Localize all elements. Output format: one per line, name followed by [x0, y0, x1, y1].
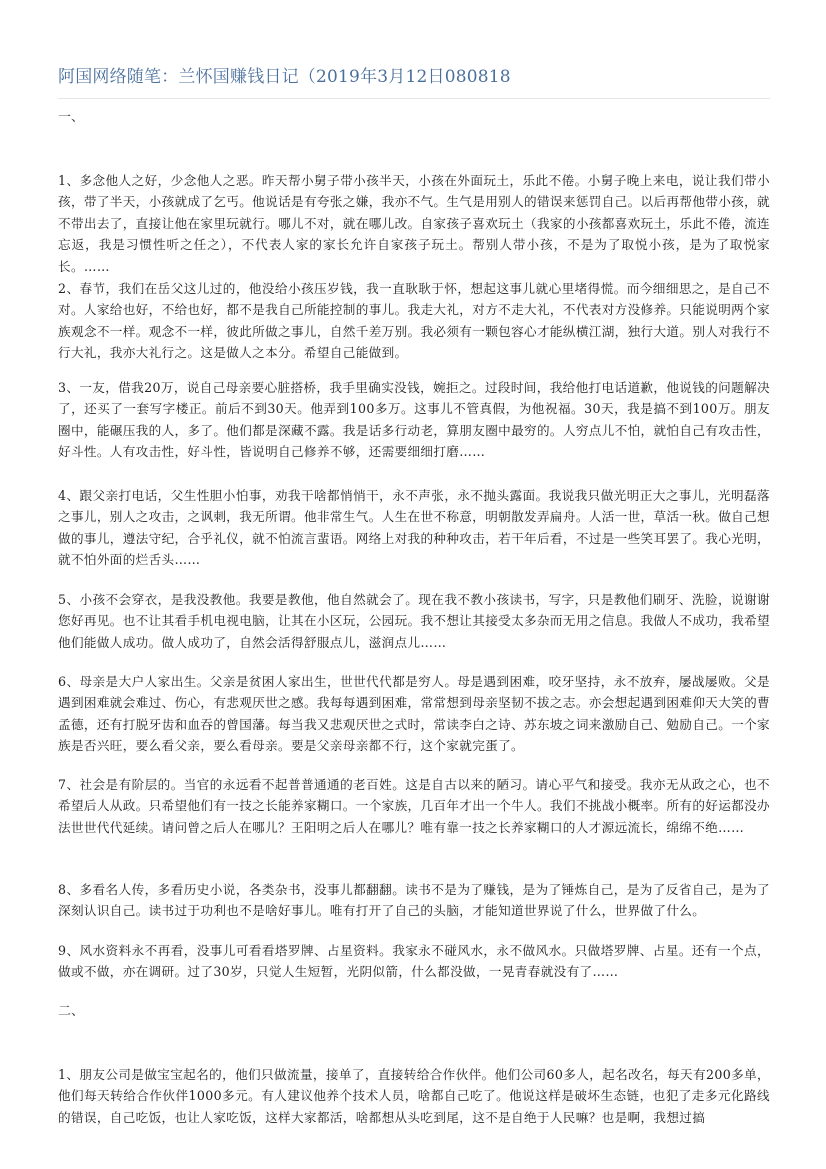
paragraph-4: 4、跟父亲打电话，父生性胆小怕事，劝我干啥都悄悄干，永不声张，永不抛头露面。我说我只做光明正大之事儿，光明磊落之事儿，别人之攻击，之讽刺，我无所谓。他非常生气。人生在世不称意，明朝散发弄扁舟。人活一世，草活一秋。做自己想做的事儿，遵法守纪，合乎礼仪，就不怕流言蜚语。网络上对我的种种攻击，若干年后看，不过是一些笑耳罢了。我心光明，就不怕外面的烂舌头……	[58, 488, 770, 568]
paragraph-2: 2、春节，我们在岳父这儿过的，他没给小孩压岁钱，我一直耿耿于怀，想起这事儿就心里堵得慌。而今细细思之，是自己不对。人家给也好，不给也好，都不是我自己所能控制的事儿。我走大礼，对方不走大礼，不代表对方没修养。只能说明两个家族观念不一样。观念不一样，彼此所做之事儿，自然千差万别。我必须有一颗包容心才能纵横江湖，独行大道。别人对我行不行大礼，我亦大礼行之。这是做人之本分。希望自己能做到。	[58, 281, 770, 361]
paragraph-6: 6、母亲是大户人家出生。父亲是贫困人家出生，世世代代都是穷人。母是遇到困难，咬牙坚持，永不放弃，屡战屡败。父是遇到困难就会难过、伤心，有悲观厌世之感。我每每遇到困难，常常想到母亲坚韧不拔之志。亦会想起遇到困难仰天大笑的曹孟德，还有打脱牙齿和血吞的曾国藩。每当我又悲观厌世之式时，常读李白之诗、苏东坡之词来激励自己、勉励自己。一个家族是否兴旺，要么看父亲，要么看母亲。要是父亲母亲都不行，这个家就完蛋了。	[58, 674, 770, 754]
section-heading-2: 二、	[58, 1004, 85, 1019]
paragraph-8: 8、多看名人传，多看历史小说，各类杂书，没事儿都翻翻。读书不是为了赚钱，是为了锤炼自己，是为了反省自己，是为了深刻认识自己。读书过于功利也不是啥好事儿。唯有打开了自己的头脑，才能知道世界说了什么，世界做了什么。	[58, 882, 770, 919]
paragraph-10: 1、朋友公司是做宝宝起名的，他们只做流量，接单了，直接转给合作伙伴。他们公司60多人，起名改名，每天有200多单，他们每天转给合作伙伴1000多元。有人建议他养个技术人员，啥都自己吃了。他说这样是破坏生态链，也犯了走多元化路线的错误，自己吃饭，也让人家吃饭，这样大家都活，啥都想从头吃到尾，这不是自绝于人民嘛？也是啊，我想过搞	[58, 1067, 770, 1125]
paragraph-9: 9、风水资料永不再看，没事儿可看看塔罗牌、占星资料。我家永不碰风水，永不做风水。只做塔罗牌、占星。还有一个点，做或不做，亦在调研。过了30岁，只觉人生短暂，光阴似箭，什么都没做，一晃青春就没有了……	[58, 943, 770, 980]
section-heading-1: 一、	[58, 110, 85, 125]
title-divider	[58, 98, 770, 99]
page-title: 阿国网络随笔：兰怀国赚钱日记（2019年3月12日080818	[58, 67, 511, 87]
paragraph-7: 7、社会是有阶层的。当官的永远看不起普普通通的老百姓。这是自古以来的陋习。请心平气和接受。我亦无从政之心，也不希望后人从政。只希望他们有一技之长能养家糊口。一个家族，几百年才出一个牛人。我们不挑战小概率。所有的好运都没办法世世代代延续。请问曾之后人在哪儿？王阳明之后人在哪儿？唯有靠一技之长养家糊口的人才源远流长，绵绵不绝……	[58, 777, 770, 835]
paragraph-1: 1、多念他人之好，少念他人之恶。昨天帮小舅子带小孩半天，小孩在外面玩土，乐此不倦。小舅子晚上来电，说让我们带小孩，带了半天，小孩就成了乞丐。他说话是有夸张之嫌，我亦不气。生气是用别人的错误来惩罚自己。以后再帮他带小孩，就不带出去了，直接让他在家里玩就行。哪儿不对，就在哪儿改。自家孩子喜欢玩土（我家的小孩都喜欢玩土，乐此不倦，流连忘返，我是习惯性听之任之），不代表人家的家长允许自家孩子玩土。帮别人带小孩，不是为了取悦小孩，是为了取悦家长。……	[58, 173, 770, 274]
paragraph-5: 5、小孩不会穿衣，是我没教他。我要是教他，他自然就会了。现在我不教小孩读书，写字，只是教他们刷牙、洗脸，说谢谢您好再见。也不让其看手机电视电脑，让其在小区玩，公园玩。我不想让其接受太多杂而无用之信息。我做人不成功，我希望他们能做人成功。做人成功了，自然会活得舒服点儿，滋润点儿……	[58, 592, 770, 650]
paragraph-3: 3、一友，借我20万，说自己母亲要心脏搭桥，我手里确实没钱，婉拒之。过段时间，我给他打电话道歉，他说钱的问题解决了，还买了一套写字楼正。前后不到30天。他弄到100多万。这事儿不管真假，为他祝福。30天，我是搞不到100万。朋友圈中，能碾压我的人，多了。他们都是深藏不露。我是话多行动老，算朋友圈中最穷的。人穷点儿不怕，就怕自己有攻击性，好斗性。人有攻击性，好斗性，皆说明自己修养不够，还需要细细打磨……	[58, 380, 770, 460]
